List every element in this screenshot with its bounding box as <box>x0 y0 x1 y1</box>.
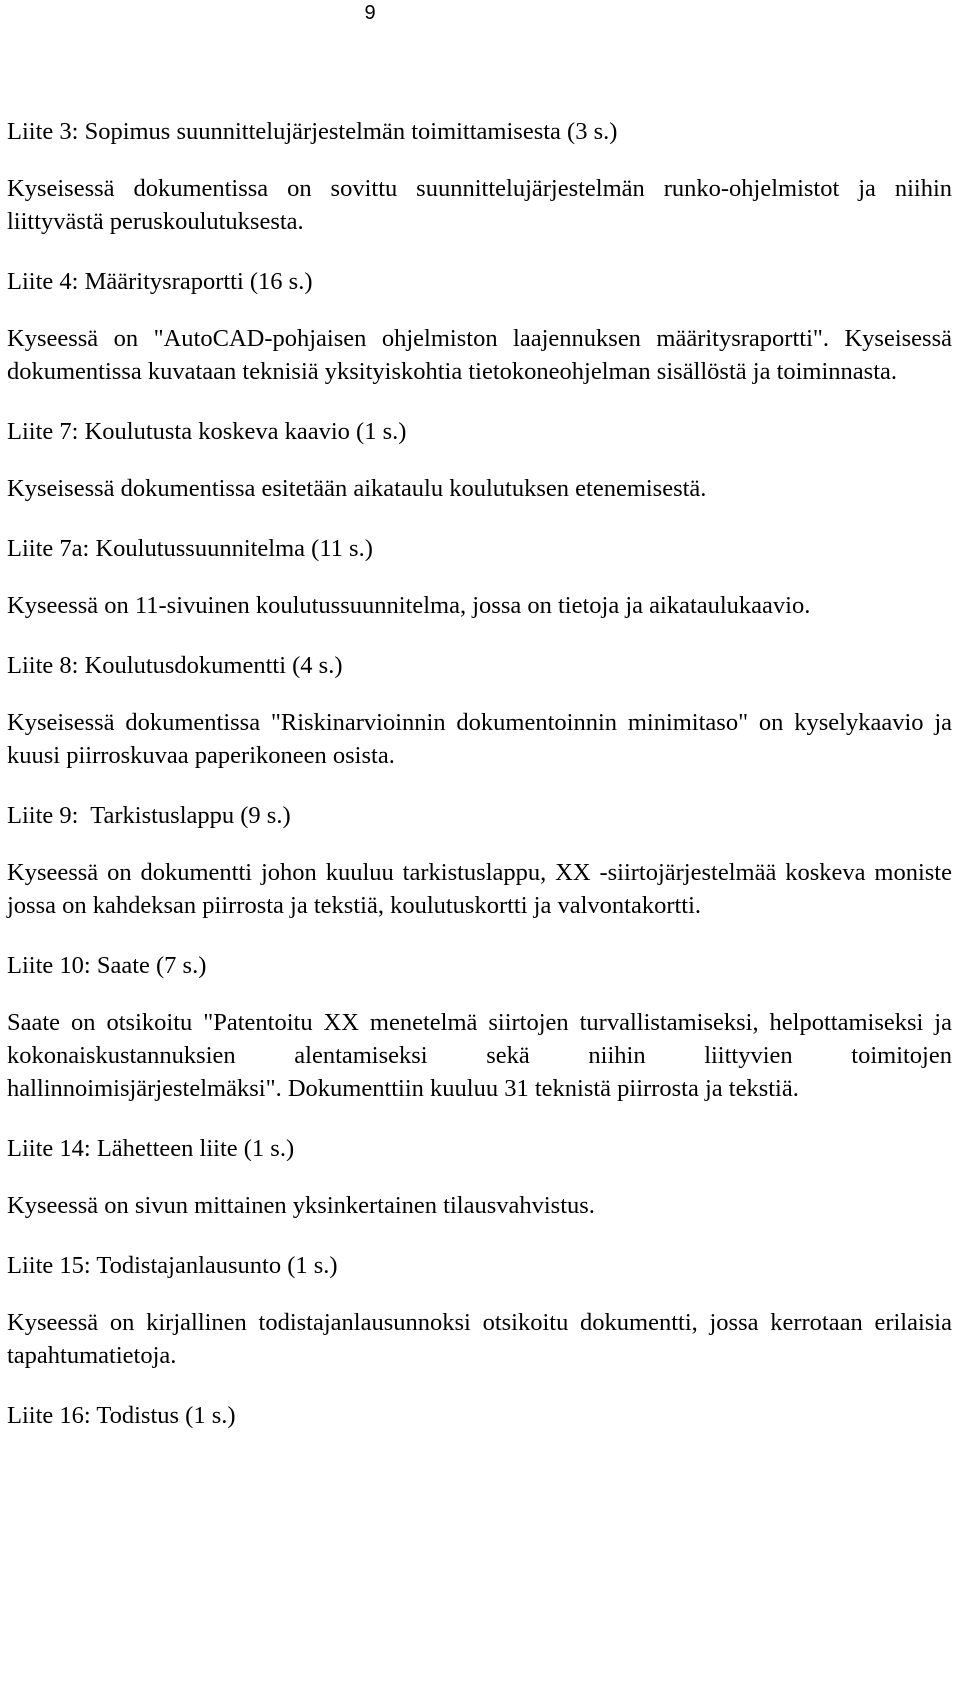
attachment-heading-7: Liite 7: Koulutusta koskeva kaavio (1 s.) <box>7 418 407 445</box>
attachment-heading-7a: Liite 7a: Koulutussuunnitelma (11 s.) <box>7 535 373 562</box>
document-body <box>7 115 952 1456</box>
attachment-description-4: Kyseessä on "AutoCAD-pohjaisen ohjelmiston laajennuksen määritysraportti". Kyseisessä dokumentissa kuvataan teknisiä yksityiskohtia tietokoneohjelman sisällöstä ja toiminnasta. <box>7 325 952 385</box>
page-number: 9 <box>364 2 376 24</box>
attachment-description-7a: Kyseessä on 11-sivuinen koulutussuunnitelma, jossa on tietoja ja aikataulukaavio. <box>7 592 811 619</box>
attachment-description-10: Saate on otsikoitu "Patentoitu XX menetelmä siirtojen turvallistamiseksi, helpottamiseksi ja kokonaiskustannuksien alentamiseksi sekä niihin liittyvien toimitojen hallinnoimisjärjestelmäksi". Dokumenttiin kuuluu 31 teknistä piirrosta ja tekstiä. <box>7 1009 952 1102</box>
attachment-heading-8: Liite 8: Koulutusdokumentti (4 s.) <box>7 652 343 679</box>
attachment-heading-15: Liite 15: Todistajanlausunto (1 s.) <box>7 1252 338 1279</box>
attachment-description-7: Kyseisessä dokumentissa esitetään aikataulu koulutuksen etenemisestä. <box>7 475 707 502</box>
attachment-description-15: Kyseessä on kirjallinen todistajanlausunnoksi otsikoitu dokumentti, jossa kerrotaan erilaisia tapahtumatietoja. <box>7 1309 952 1369</box>
attachment-heading-3: Liite 3: Sopimus suunnittelujärjestelmän toimittamisesta (3 s.) <box>7 118 618 145</box>
attachment-description-9: Kyseessä on dokumentti johon kuuluu tarkistuslappu, XX -siirtojärjestelmää koskeva moniste jossa on kahdeksan piirrosta ja tekstiä, koulutuskortti ja valvontakortti. <box>7 859 952 919</box>
attachment-heading-4: Liite 4: Määritysraportti (16 s.) <box>7 268 313 295</box>
attachment-heading-10: Liite 10: Saate (7 s.) <box>7 952 207 979</box>
attachment-heading-14: Liite 14: Lähetteen liite (1 s.) <box>7 1135 295 1162</box>
attachment-description-3: Kyseisessä dokumentissa on sovittu suunnittelujärjestelmän runko-ohjelmistot ja niihin liittyvästä peruskoulutuksesta. <box>7 175 952 235</box>
attachment-description-14: Kyseessä on sivun mittainen yksinkertainen tilausvahvistus. <box>7 1192 595 1219</box>
attachment-heading-16: Liite 16: Todistus (1 s.) <box>7 1402 236 1429</box>
attachment-heading-9: Liite 9: Tarkistuslappu (9 s.) <box>7 802 291 829</box>
attachment-description-8: Kyseisessä dokumentissa "Riskinarvioinnin dokumentoinnin minimitaso" on kyselykaavio ja kuusi piirroskuvaa paperikoneen osista. <box>7 709 952 769</box>
